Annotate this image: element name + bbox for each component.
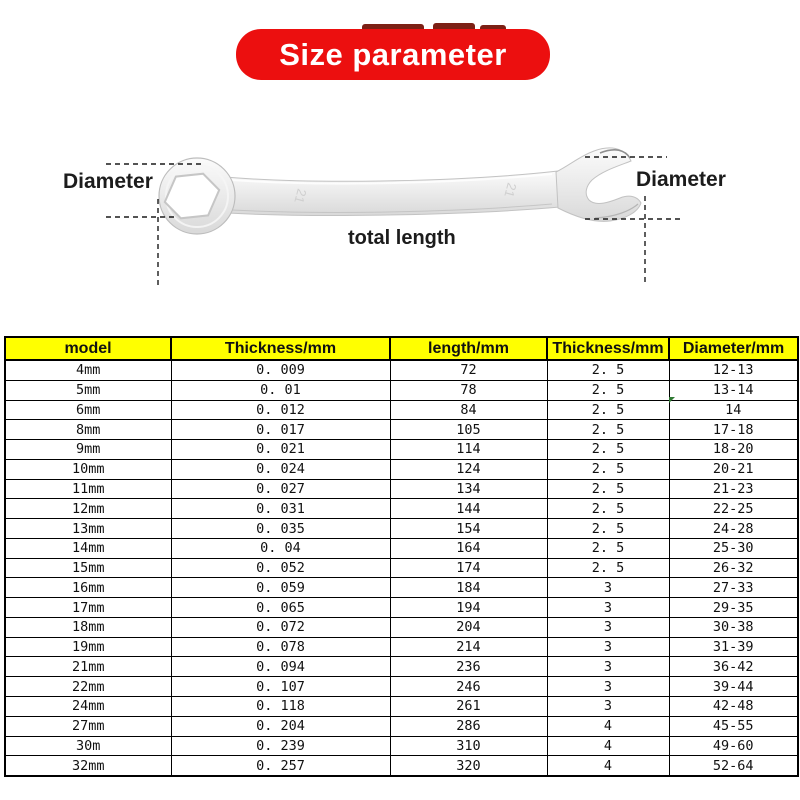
table-cell: 32mm — [5, 756, 171, 776]
table-cell: 18-20 — [669, 440, 798, 460]
table-cell: 0. 059 — [171, 578, 390, 598]
table-row — [5, 617, 798, 637]
table-cell: 2. 5 — [547, 499, 669, 519]
table-cell: 78 — [390, 380, 547, 400]
table-cell: 27-33 — [669, 578, 798, 598]
table-cell: 0. 024 — [171, 459, 390, 479]
table-cell: 0. 021 — [171, 440, 390, 460]
table-cell: 19mm — [5, 637, 171, 657]
size-parameter-banner — [236, 29, 550, 80]
table-cell: 154 — [390, 519, 547, 539]
table-cell: 17mm — [5, 598, 171, 618]
table-cell: 204 — [390, 617, 547, 637]
diameter-label-right: Diameter — [636, 168, 726, 191]
diameter-label-left: Diameter — [63, 170, 153, 193]
table-cell: 0. 027 — [171, 479, 390, 499]
table-row — [5, 736, 798, 756]
cell-comment-marker — [669, 397, 675, 403]
table-cell: 0. 031 — [171, 499, 390, 519]
table-cell: 164 — [390, 538, 547, 558]
table-cell: 25-30 — [669, 538, 798, 558]
column-header: Diameter/mm — [669, 337, 798, 360]
table-cell: 2. 5 — [547, 558, 669, 578]
table-row — [5, 598, 798, 618]
table-row — [5, 380, 798, 400]
table-cell: 8mm — [5, 420, 171, 440]
table-cell: 2. 5 — [547, 538, 669, 558]
table-cell: 0. 078 — [171, 637, 390, 657]
table-cell: 6mm — [5, 400, 171, 420]
table-row — [5, 459, 798, 479]
table-cell: 14 — [669, 400, 798, 420]
table-cell: 2. 5 — [547, 479, 669, 499]
table-cell: 45-55 — [669, 716, 798, 736]
banner-title: Size parameter — [279, 36, 507, 72]
table-cell: 21-23 — [669, 479, 798, 499]
total-length-label: total length — [348, 227, 456, 249]
column-header: length/mm — [390, 337, 547, 360]
table-cell: 134 — [390, 479, 547, 499]
table-cell: 21mm — [5, 657, 171, 677]
table-cell: 17-18 — [669, 420, 798, 440]
table-row — [5, 440, 798, 460]
table-cell: 5mm — [5, 380, 171, 400]
table-cell: 261 — [390, 697, 547, 717]
table-cell: 11mm — [5, 479, 171, 499]
table-cell: 2. 5 — [547, 440, 669, 460]
column-header: Thickness/mm — [547, 337, 669, 360]
table-cell: 42-48 — [669, 697, 798, 717]
table-cell: 3 — [547, 677, 669, 697]
table-cell: 2. 5 — [547, 400, 669, 420]
table-cell: 36-42 — [669, 657, 798, 677]
table-row — [5, 637, 798, 657]
table-cell: 194 — [390, 598, 547, 618]
table-cell: 27mm — [5, 716, 171, 736]
table-cell: 10mm — [5, 459, 171, 479]
table-cell: 16mm — [5, 578, 171, 598]
table-cell: 124 — [390, 459, 547, 479]
table-cell: 2. 5 — [547, 519, 669, 539]
table-cell: 4 — [547, 716, 669, 736]
table-cell: 15mm — [5, 558, 171, 578]
table-cell: 310 — [390, 736, 547, 756]
table-row — [5, 360, 798, 380]
table-cell: 2. 5 — [547, 459, 669, 479]
table-cell: 2. 5 — [547, 360, 669, 380]
table-cell: 236 — [390, 657, 547, 677]
table-cell: 0. 072 — [171, 617, 390, 637]
table-cell: 0. 204 — [171, 716, 390, 736]
table-cell: 144 — [390, 499, 547, 519]
table-row — [5, 479, 798, 499]
table-cell: 22-25 — [669, 499, 798, 519]
table-cell: 0. 017 — [171, 420, 390, 440]
table-cell: 105 — [390, 420, 547, 440]
table-cell: 2. 5 — [547, 420, 669, 440]
table-cell: 30-38 — [669, 617, 798, 637]
table-cell: 52-64 — [669, 756, 798, 776]
table-cell: 9mm — [5, 440, 171, 460]
table-cell: 3 — [547, 637, 669, 657]
wrench-stamp-right: 21 — [501, 181, 520, 200]
table-cell: 0. 012 — [171, 400, 390, 420]
table-cell: 0. 257 — [171, 756, 390, 776]
table-cell: 2. 5 — [547, 380, 669, 400]
table-cell: 26-32 — [669, 558, 798, 578]
table-cell: 18mm — [5, 617, 171, 637]
table-row — [5, 677, 798, 697]
table-cell: 286 — [390, 716, 547, 736]
table-cell: 114 — [390, 440, 547, 460]
table-row — [5, 558, 798, 578]
wrench-stamp-left: 21 — [291, 187, 310, 206]
table-row — [5, 697, 798, 717]
table-cell: 12mm — [5, 499, 171, 519]
table-cell: 39-44 — [669, 677, 798, 697]
table-cell: 3 — [547, 657, 669, 677]
column-header: model — [5, 337, 171, 360]
table-cell: 29-35 — [669, 598, 798, 618]
table-cell: 4 — [547, 756, 669, 776]
table-cell: 13-14 — [669, 380, 798, 400]
table-cell: 24mm — [5, 697, 171, 717]
wrench-diagram — [0, 120, 800, 300]
table-row — [5, 420, 798, 440]
table-row — [5, 538, 798, 558]
table-row — [5, 519, 798, 539]
table-cell: 84 — [390, 400, 547, 420]
table-cell: 31-39 — [669, 637, 798, 657]
table-row — [5, 499, 798, 519]
table-cell: 0. 035 — [171, 519, 390, 539]
table-cell: 24-28 — [669, 519, 798, 539]
table-row — [5, 716, 798, 736]
column-header: Thickness/mm — [171, 337, 390, 360]
table-cell: 49-60 — [669, 736, 798, 756]
table-row — [5, 756, 798, 776]
table-cell: 214 — [390, 637, 547, 657]
table-cell: 0. 094 — [171, 657, 390, 677]
table-cell: 4mm — [5, 360, 171, 380]
table-row — [5, 578, 798, 598]
table-cell: 3 — [547, 697, 669, 717]
table-cell: 0. 107 — [171, 677, 390, 697]
table-cell: 0. 239 — [171, 736, 390, 756]
table-cell: 22mm — [5, 677, 171, 697]
table-cell: 0. 052 — [171, 558, 390, 578]
table-cell: 13mm — [5, 519, 171, 539]
table-cell: 3 — [547, 578, 669, 598]
table-cell: 0. 118 — [171, 697, 390, 717]
table-row — [5, 657, 798, 677]
table-row — [5, 400, 798, 420]
table-cell: 3 — [547, 617, 669, 637]
table-cell: 14mm — [5, 538, 171, 558]
table-cell: 0. 04 — [171, 538, 390, 558]
table-cell: 0. 065 — [171, 598, 390, 618]
table-cell: 320 — [390, 756, 547, 776]
table-cell: 20-21 — [669, 459, 798, 479]
size-spec-table — [4, 336, 799, 777]
table-cell: 12-13 — [669, 360, 798, 380]
table-cell: 3 — [547, 598, 669, 618]
table-cell: 4 — [547, 736, 669, 756]
table-header-row — [5, 337, 798, 360]
table-cell: 0. 009 — [171, 360, 390, 380]
table-cell: 246 — [390, 677, 547, 697]
table-cell: 184 — [390, 578, 547, 598]
table-cell: 72 — [390, 360, 547, 380]
table-cell: 174 — [390, 558, 547, 578]
table-cell: 30m — [5, 736, 171, 756]
table-cell: 0. 01 — [171, 380, 390, 400]
